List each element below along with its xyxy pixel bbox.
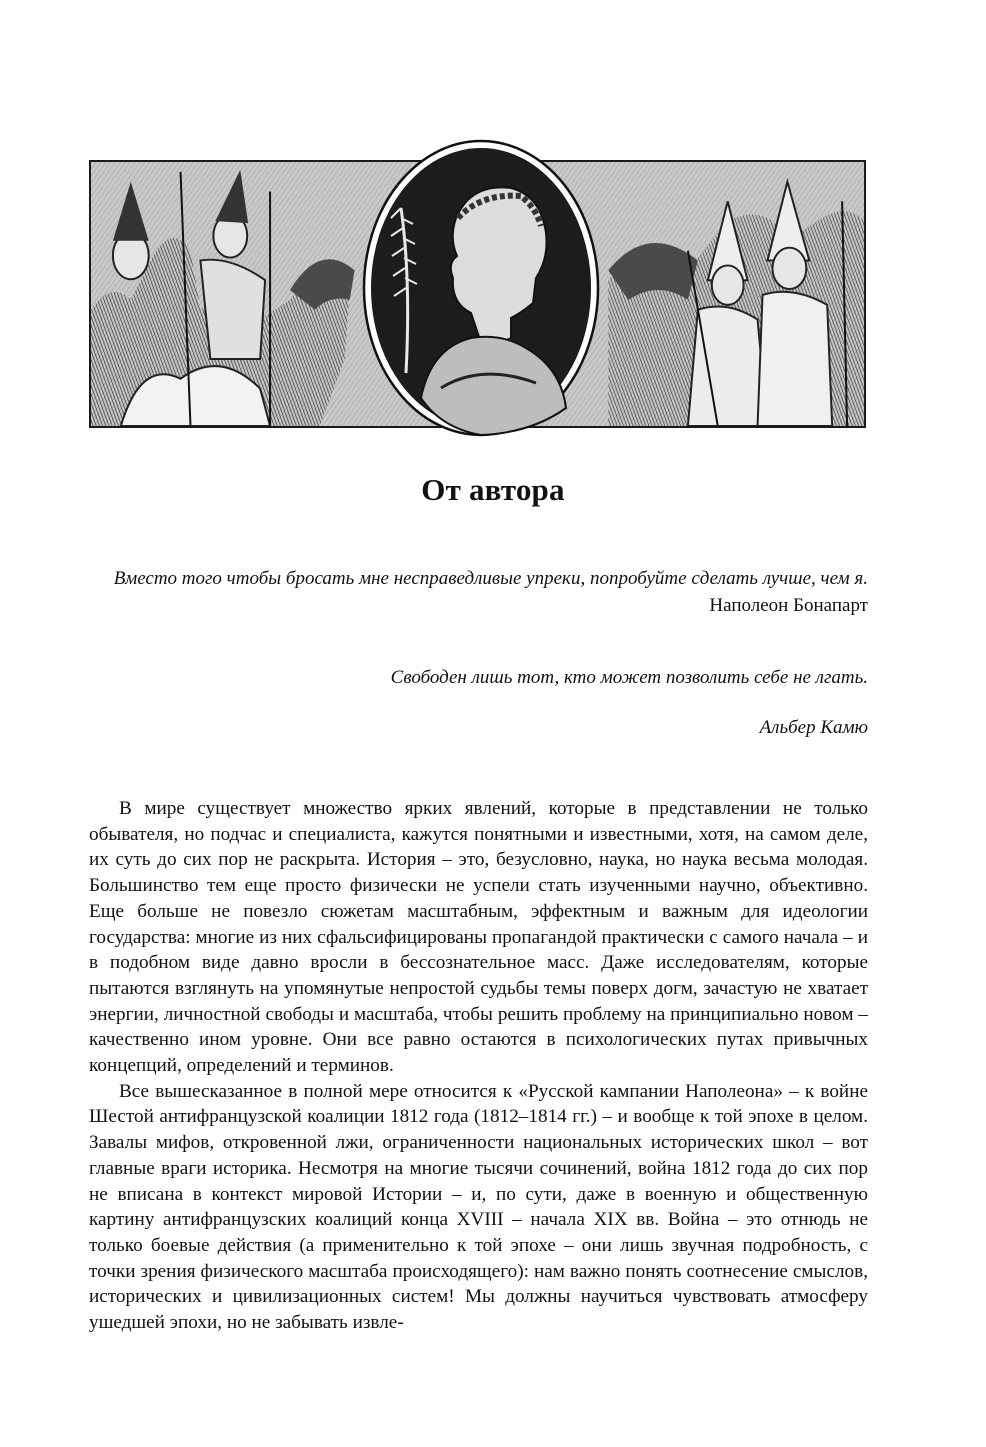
paragraph: В мире существует множество ярких явлений, которые в представлении не только обывателя, но подчас и специалиста, кажутся понятными и известными, хотя, на самом деле, их суть до сих пор не раскрыта. История – это, безусловно, наука, но наука весьма молодая. Большинство тем еще просто физически не успели стать изученными научно, объективно. Еще больше не повезло сюжетам масштабным, эффектным и важным для идеологии государства: многие из них сфальсифицированы пропагандой практически с самого начала – и в подобном виде давно вросли в бессознательное масс. Даже исследователям, которые пытаются взглянуть на упомянутые непростой судьбы темы поверх догм, зачастую не хватает энергии, личностной свободы и масштаба, чтобы решить проблему на принципиально новом – качественно ином уровне. Они все равно остаются в психологических путах привычных концепций, определений и терминов. — [89, 798, 868, 1077]
body-text — [89, 796, 868, 1336]
epigraph-quote: Свободен лишь тот, кто может позволить себе не лгать. — [390, 667, 868, 688]
epigraph-author: Альбер Камю — [759, 717, 868, 738]
epigraph-quote: Вместо того чтобы бросать мне несправедливые упреки, попробуйте сделать лучше, чем я. — [113, 568, 868, 589]
laurel-portrait-icon — [361, 138, 601, 438]
napoleon-medallion — [361, 138, 601, 438]
paragraph: Все вышесказанное в полной мере относится к «Русской кампании Наполеона» – к войне Шестой антифранцузской коалиции 1812 года (1812–1814 гг.) – и вообще к той эпохе в целом. Завалы мифов, откровенной лжи, ограниченности национальных исторических школ – вот главные враги историка. Несмотря на многие тысячи сочинений, война 1812 года до сих пор не вписана в контекст мировой Истории – и, по сути, даже в военную и общественную картину антифранцузских коалиций конца XVIII – начала XIX вв. Война – это отнюдь не только боевые действия (а применительно к той эпохе – они лишь звучная подробность, с точки зрения физического масштаба происходящего): нам важно понять соотнесение смыслов, исторических и цивилизационных систем! Мы должны научиться чувствовать атмосферу ушедшей эпохи, но не забывать извле- — [89, 1080, 868, 1334]
chapter-title: От автора — [421, 472, 565, 507]
epigraph-napoleon — [68, 565, 868, 619]
epigraph-camus — [68, 664, 868, 691]
epigraph-author: Наполеон Бонапарт — [709, 595, 868, 616]
